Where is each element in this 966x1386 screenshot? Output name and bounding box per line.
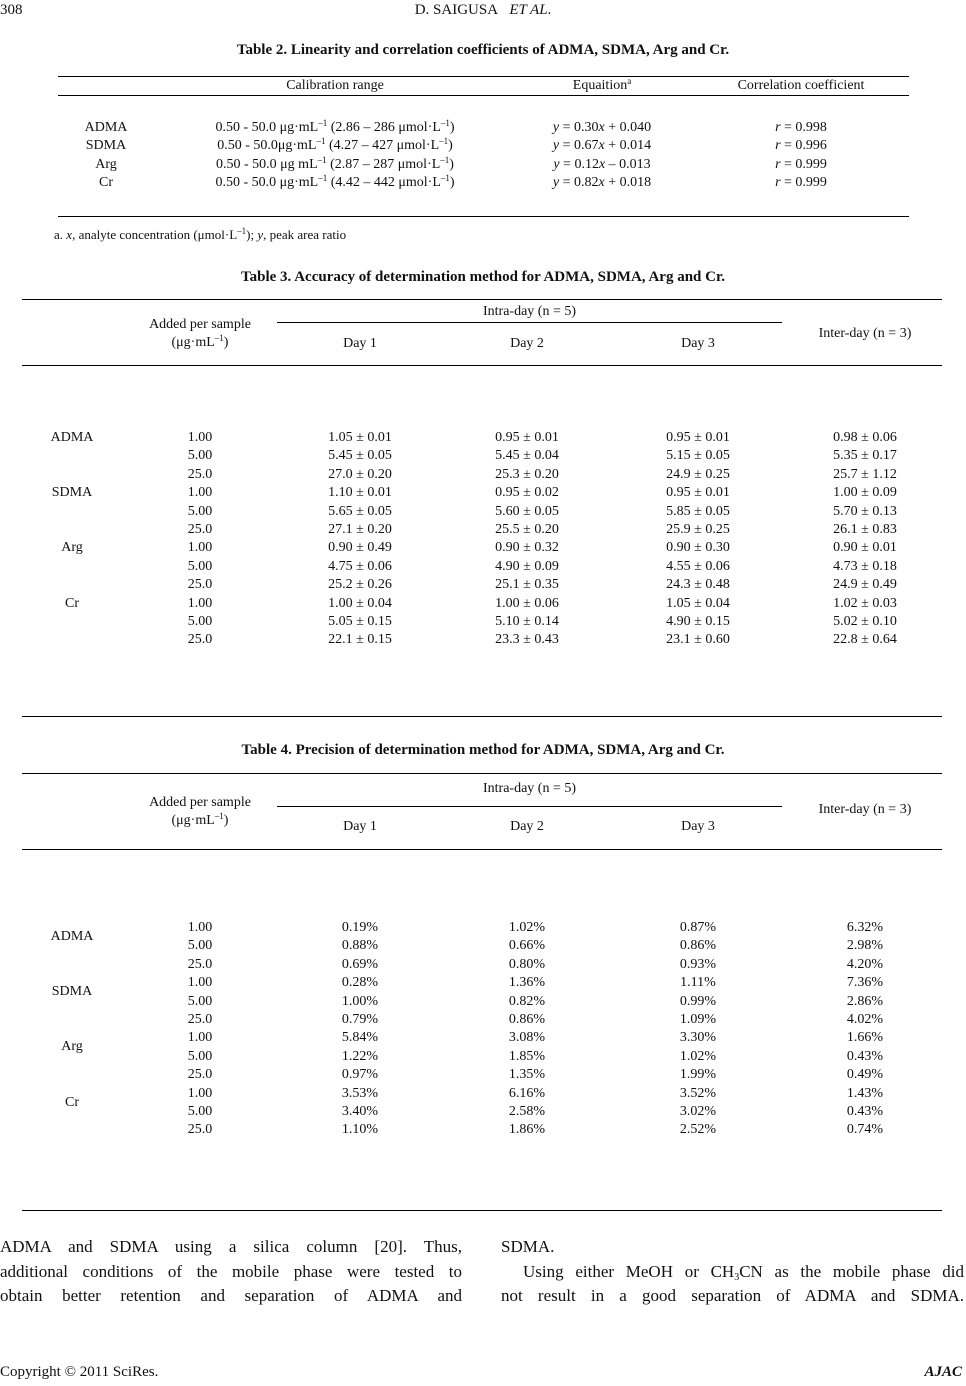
table2-col-correlation: Correlation coefficient: [737, 78, 865, 93]
table4-added-cell: 5.00: [187, 1048, 213, 1064]
table4-added-cell: 25.0: [187, 956, 213, 972]
table4-intra-rule: [277, 806, 782, 807]
table3-value-cell: 24.3 ± 0.48: [666, 577, 730, 593]
table2-equation: y = 0.30x + 0.040: [552, 120, 652, 135]
table4-bottom-rule: [22, 1210, 942, 1211]
table4-value-cell: 3.40%: [341, 1104, 379, 1119]
table4-value-cell: 0.82%: [508, 993, 546, 1009]
table3-added-cell: 25.0: [187, 522, 213, 537]
table3-value-cell: 1.02 ± 0.03: [833, 595, 897, 611]
table4-value-cell: 1.02%: [508, 920, 546, 935]
table4-value-cell: 6.16%: [508, 1085, 546, 1101]
table2-analyte: ADMA: [84, 120, 128, 135]
table4-added-cell: 1.00: [187, 1085, 213, 1101]
table4-value-cell: 0.93%: [679, 956, 717, 972]
table3-value-cell: 1.05 ± 0.01: [328, 430, 392, 445]
table4-analyte: Arg: [61, 1039, 83, 1055]
table3-added-cell: 5.00: [187, 448, 213, 464]
table4-value-cell: 1.99%: [679, 1067, 717, 1083]
table4-added-cell: 5.00: [187, 938, 213, 954]
table4-inter-header: Inter-day (n = 3): [818, 802, 912, 817]
table3-value-cell: 1.00 ± 0.09: [833, 485, 897, 501]
table2-range: $0.50 - 50.0\mu g\cdot mL^{-1}$ (4.27 – 427 $\mu mol\cdot L^{-1}$): [217, 136, 453, 153]
table2-analyte: SDMA: [85, 138, 127, 153]
table3-value-cell: 0.90 ± 0.01: [833, 540, 897, 556]
table4-day2: Day 2: [510, 819, 544, 834]
table4-value-cell: 1.11%: [680, 975, 716, 991]
table2-correlation: r = 0.996: [775, 138, 827, 153]
table4-value-cell: 2.58%: [508, 1104, 546, 1119]
table4-value-cell: 3.08%: [508, 1030, 546, 1046]
table4-value-cell: 5.84%: [341, 1030, 379, 1046]
table4-value-cell: 0.66%: [508, 938, 546, 954]
table4-value-cell: 0.74%: [846, 1122, 884, 1138]
table4-value-cell: 7.36%: [846, 975, 884, 991]
table3-added-cell: 25.0: [187, 632, 213, 648]
table3-intra-header: Intra-day (n = 5): [482, 304, 577, 319]
table3-value-cell: 4.75 ± 0.06: [328, 558, 392, 574]
table4-value-cell: 1.00%: [341, 993, 379, 1009]
table3-top-rule: [22, 299, 942, 300]
table2-equation: y = 0.12x – 0.013: [553, 157, 651, 172]
table4-value-cell: 1.35%: [508, 1067, 546, 1083]
table4-analyte: Cr: [65, 1094, 79, 1110]
table4-value-cell: 0.87%: [679, 920, 717, 935]
table4-added-cell: 25.0: [187, 1067, 213, 1083]
table3-analyte: SDMA: [51, 485, 93, 501]
table3-analyte: Arg: [61, 540, 83, 556]
table4-added-cell: 25.0: [187, 1122, 213, 1138]
table2-col-equation: Equaition$^a$: [572, 76, 632, 93]
table3-bottom-rule: [22, 716, 942, 717]
table4-header-rule: [22, 849, 942, 850]
body-right-line3: not result in a good separation of ADMA and SDMA.: [501, 1286, 964, 1305]
table2-footnote: a. x, analyte concentration $(\mu mol\cdot L^{-1})$; y, peak area ratio: [54, 226, 347, 242]
table4-value-cell: 0.99%: [679, 993, 717, 1009]
body-left-line: additional conditions of the mobile phase were tested to: [0, 1261, 462, 1281]
table3-value-cell: 5.60 ± 0.05: [495, 503, 559, 519]
table2-bottom-rule: [58, 216, 909, 217]
table4-value-cell: 0.80%: [508, 956, 546, 972]
table3-value-cell: 5.10 ± 0.14: [495, 614, 559, 629]
header-et-al: ET AL: [509, 2, 548, 18]
table3-value-cell: 4.90 ± 0.15: [666, 614, 730, 629]
table3-value-cell: 1.00 ± 0.06: [495, 595, 559, 611]
table3-value-cell: 25.3 ± 0.20: [495, 466, 559, 482]
body-left-line: ADMA and SDMA using a silica column [20]. Thus,: [0, 1237, 462, 1256]
table3-value-cell: 23.1 ± 0.60: [666, 632, 730, 648]
table4-top-rule: [22, 773, 942, 774]
table4-value-cell: 0.69%: [341, 956, 379, 972]
table3-day3: Day 3: [681, 336, 715, 351]
table4-value-cell: 3.30%: [679, 1030, 717, 1046]
table4-value-cell: 6.32%: [846, 920, 884, 935]
table3-value-cell: 24.9 ± 0.25: [666, 466, 730, 482]
body-left-line: obtain better retention and separation of ADMA and: [0, 1286, 462, 1305]
table4-value-cell: 3.53%: [341, 1085, 379, 1101]
table3-value-cell: 1.10 ± 0.01: [328, 485, 392, 501]
table4-day3: Day 3: [681, 819, 715, 834]
table3-value-cell: 1.00 ± 0.04: [328, 595, 392, 611]
table3-value-cell: 0.90 ± 0.32: [495, 540, 559, 556]
table3-value-cell: 5.05 ± 0.15: [328, 614, 392, 629]
table3-value-cell: 4.73 ± 0.18: [833, 558, 897, 574]
running-header: D. SAIGUSA ET AL.: [414, 2, 552, 18]
table3-title: Table 3. Accuracy of determination method for ADMA, SDMA, Arg and Cr.: [240, 269, 725, 285]
table2-range: 0.50 - 50.0 $\mu g\cdot mL^{-1}$ (4.42 – 442 $\mu mol\cdot L^{-1}$): [215, 173, 455, 190]
table3-inter-header: Inter-day (n = 3): [818, 326, 912, 341]
table4-added-cell: 5.00: [187, 993, 213, 1009]
table3-value-cell: 4.90 ± 0.09: [495, 558, 559, 574]
table3-added-header: Added per sample $(\mu g\cdot mL^{-1})$: [149, 317, 251, 350]
body-left-column: [0, 1235, 462, 1309]
table3-added-cell: 5.00: [187, 614, 213, 629]
table4-value-cell: 4.20%: [846, 956, 884, 972]
table4-value-cell: 0.79%: [341, 1012, 379, 1027]
header-authors: D. SAIGUSA: [414, 2, 499, 18]
table3-value-cell: 22.8 ± 0.64: [833, 632, 897, 648]
table3-added-cell: 25.0: [187, 577, 213, 593]
table4-value-cell: 1.22%: [341, 1048, 379, 1064]
table3-value-cell: 23.3 ± 0.43: [495, 632, 559, 648]
table3-value-cell: 0.90 ± 0.49: [328, 540, 392, 556]
table3-added-cell: 1.00: [187, 540, 213, 556]
table3-analyte: ADMA: [50, 430, 94, 445]
table4-value-cell: 0.97%: [341, 1067, 379, 1083]
table4-title: Table 4. Precision of determination method for ADMA, SDMA, Arg and Cr.: [241, 742, 725, 758]
table4-intra-header: Intra-day (n = 5): [482, 781, 577, 796]
body-right-line2: Using either MeOH or $CH_3CN$ as the mobile phase did: [523, 1261, 964, 1283]
table4-analyte: ADMA: [50, 929, 94, 944]
table4-added-cell: 5.00: [187, 1104, 213, 1119]
table2-range: 0.50 - 50.0 μg $mL^{-1}$ (2.87 – 287 $\mu mol\cdot L^{-1}$): [216, 155, 454, 172]
table3-value-cell: 0.95 ± 0.01: [666, 485, 730, 501]
table4-value-cell: 0.43%: [846, 1104, 884, 1119]
table3-value-cell: 0.95 ± 0.02: [495, 485, 559, 501]
table4-analyte: SDMA: [51, 984, 93, 1000]
table4-value-cell: 0.28%: [341, 975, 379, 991]
table2-equation: y = 0.67x + 0.014: [552, 138, 652, 153]
table4-value-cell: 0.19%: [341, 920, 379, 935]
table4-value-cell: 1.02%: [679, 1048, 717, 1064]
table2-equation: y = 0.82x + 0.018: [552, 175, 652, 190]
body-right-line1: SDMA.: [501, 1237, 555, 1256]
table3-value-cell: 1.05 ± 0.04: [666, 595, 730, 611]
table3-value-cell: 4.55 ± 0.06: [666, 558, 730, 574]
table4-value-cell: 0.49%: [846, 1067, 884, 1083]
table3-value-cell: 0.98 ± 0.06: [833, 430, 897, 445]
footer-copyright: Copyright © 2011 SciRes.: [0, 1364, 159, 1380]
table2-correlation: r = 0.998: [775, 120, 827, 135]
table2-analyte: Cr: [99, 175, 113, 190]
table2-title: Table 2. Linearity and correlation coefficients of ADMA, SDMA, Arg and Cr.: [236, 42, 730, 58]
table3-value-cell: 27.0 ± 0.20: [328, 466, 392, 482]
table4-added-header: Added per sample $(\mu g\cdot mL^{-1})$: [149, 795, 251, 828]
table3-value-cell: 5.35 ± 0.17: [833, 448, 897, 464]
table2-range: 0.50 - 50.0 $\mu g\cdot mL^{-1}$ (2.86 – 286 $\mu mol\cdot L^{-1}$): [215, 118, 455, 135]
table3-value-cell: 0.95 ± 0.01: [666, 430, 730, 445]
table3-added-cell: 1.00: [187, 595, 213, 611]
table3-value-cell: 5.45 ± 0.05: [328, 448, 392, 464]
table4-value-cell: 1.10%: [341, 1122, 379, 1138]
body-right-column: [501, 1235, 964, 1309]
table3-added-cell: 25.0: [187, 466, 213, 482]
table3-added-cell: 1.00: [187, 430, 213, 445]
table4-added-cell: 1.00: [187, 975, 213, 991]
table3-day1: Day 1: [343, 336, 377, 351]
table3-value-cell: 27.1 ± 0.20: [328, 522, 392, 537]
table2-header-rule: [58, 95, 909, 96]
table2-correlation: r = 0.999: [775, 175, 827, 190]
table4-value-cell: 2.52%: [679, 1122, 717, 1138]
table4-value-cell: 1.36%: [508, 975, 546, 991]
table3-added-cell: 1.00: [187, 485, 213, 501]
table3-analyte: Cr: [65, 595, 79, 611]
table3-added-cell: 5.00: [187, 503, 213, 519]
table4-value-cell: 4.02%: [846, 1012, 884, 1027]
table4-day1: Day 1: [343, 819, 377, 834]
table4-value-cell: 3.52%: [679, 1085, 717, 1101]
table4-value-cell: 0.43%: [846, 1048, 884, 1064]
table3-value-cell: 5.15 ± 0.05: [666, 448, 730, 464]
table2-analyte: Arg: [95, 157, 117, 172]
table3-value-cell: 25.9 ± 0.25: [666, 522, 730, 537]
table4-added-cell: 1.00: [187, 920, 213, 935]
table4-added-cell: 1.00: [187, 1030, 213, 1046]
table3-value-cell: 5.70 ± 0.13: [833, 503, 897, 519]
table3-intra-rule: [277, 322, 782, 323]
table3-value-cell: 5.65 ± 0.05: [328, 503, 392, 519]
table3-value-cell: 25.5 ± 0.20: [495, 522, 559, 537]
table2-correlation: r = 0.999: [775, 157, 827, 172]
table3-value-cell: 0.90 ± 0.30: [666, 540, 730, 556]
table3-value-cell: 22.1 ± 0.15: [328, 632, 392, 648]
table3-value-cell: 25.2 ± 0.26: [328, 577, 392, 593]
table4-value-cell: 3.02%: [679, 1104, 717, 1119]
table3-added-cell: 5.00: [187, 558, 213, 574]
table3-value-cell: 24.9 ± 0.49: [833, 577, 897, 593]
table3-header-rule: [22, 365, 942, 366]
table4-added-cell: 25.0: [187, 1012, 213, 1027]
table3-day2: Day 2: [510, 336, 544, 351]
table3-value-cell: 5.85 ± 0.05: [666, 503, 730, 519]
table3-value-cell: 25.7 ± 1.12: [833, 466, 897, 482]
table4-value-cell: 0.86%: [508, 1012, 546, 1027]
table3-value-cell: 5.02 ± 0.10: [833, 614, 897, 629]
table2-col-range: Calibration range: [286, 78, 384, 93]
table4-value-cell: 0.88%: [341, 938, 379, 954]
table4-value-cell: 1.09%: [679, 1012, 717, 1027]
table4-value-cell: 2.98%: [846, 938, 884, 954]
table4-value-cell: 2.86%: [846, 993, 884, 1009]
footer-journal: AJAC: [924, 1364, 962, 1380]
table3-value-cell: 0.95 ± 0.01: [495, 430, 559, 445]
table3-value-cell: 25.1 ± 0.35: [495, 577, 559, 593]
table3-value-cell: 5.45 ± 0.04: [495, 448, 559, 464]
page-number: 308: [0, 2, 23, 18]
table4-value-cell: 0.86%: [679, 938, 717, 954]
table4-value-cell: 1.86%: [508, 1122, 546, 1138]
table4-value-cell: 1.85%: [508, 1048, 546, 1064]
table4-value-cell: 1.66%: [846, 1030, 884, 1046]
table2-top-rule: [58, 76, 909, 77]
table4-value-cell: 1.43%: [846, 1085, 884, 1101]
table3-value-cell: 26.1 ± 0.83: [833, 522, 897, 537]
